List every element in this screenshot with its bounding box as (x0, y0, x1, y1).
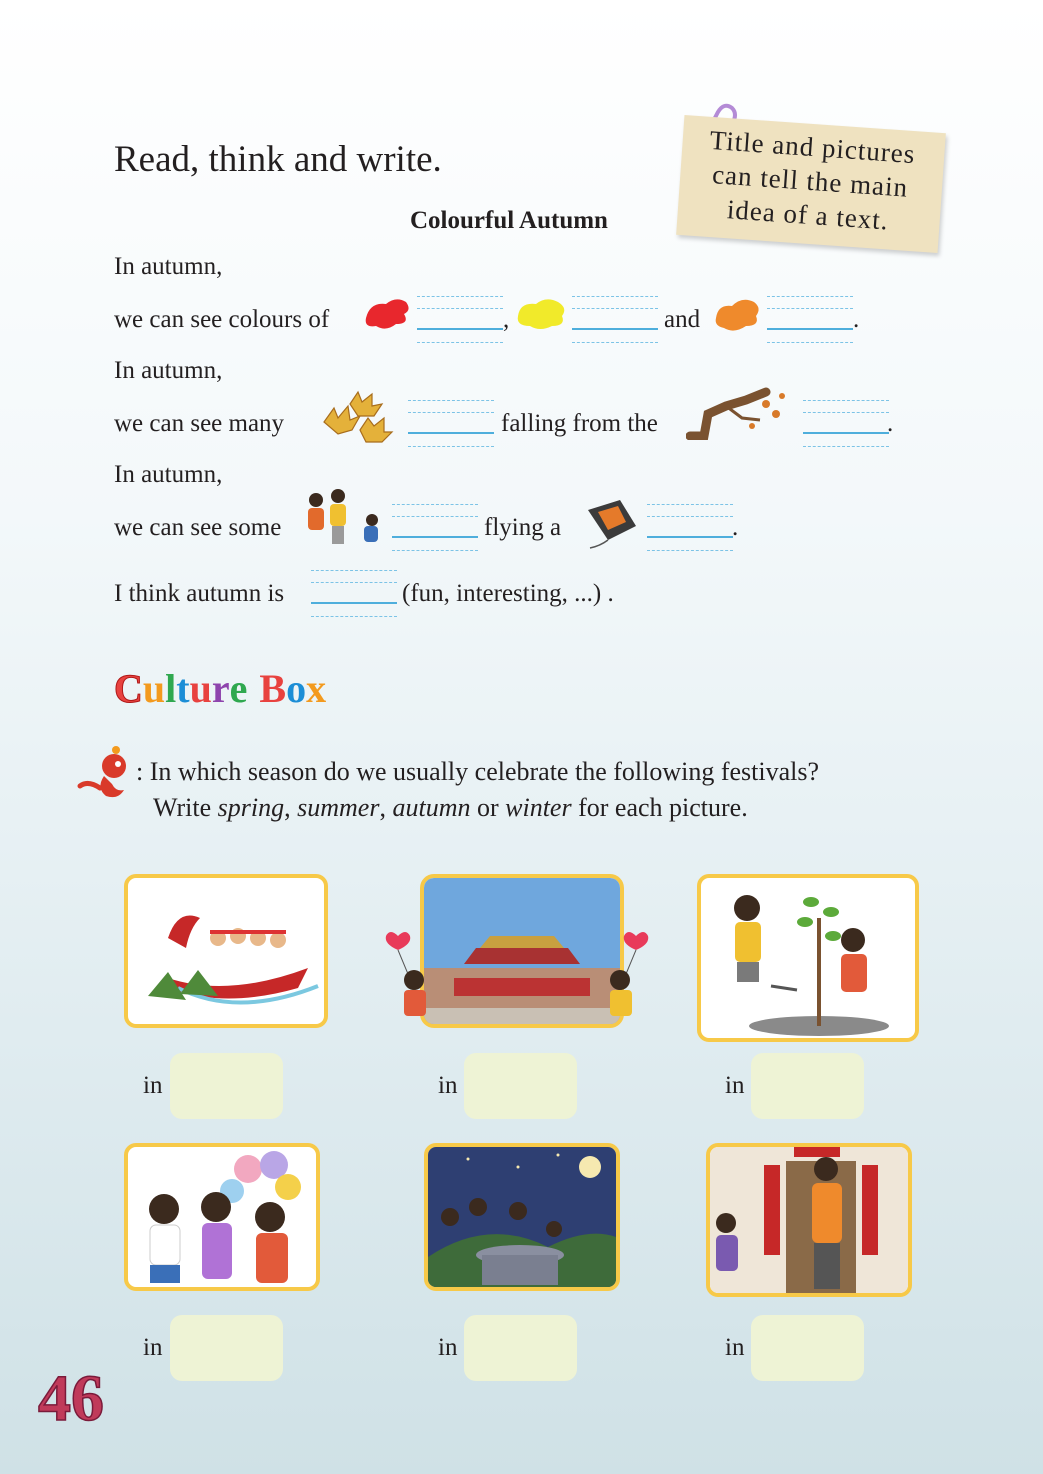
title-letter: e (229, 666, 248, 711)
answer-blank[interactable] (417, 296, 503, 344)
spring-festival-picture (706, 1143, 912, 1297)
question-line: : In which season do we usually celebrate the following festivals? (136, 757, 820, 786)
text-line: we can see some (114, 514, 282, 541)
text-line: I think autumn is (114, 580, 285, 607)
note-line: idea of a text. (726, 194, 890, 236)
dragon-mascot-icon (76, 744, 134, 802)
title-letter: r (211, 666, 230, 711)
tree-planting-picture (697, 874, 919, 1042)
answer-blank[interactable] (647, 504, 733, 552)
answer-blank[interactable] (392, 504, 478, 552)
title-letter: o (286, 666, 307, 711)
text-line: In autumn, (114, 253, 223, 280)
season-answer-box-1[interactable] (170, 1053, 283, 1119)
yellow-paint-blob-icon (514, 294, 570, 332)
exercise-heading: Read, think and write. (114, 139, 442, 180)
page-number-text: 46 (38, 1362, 104, 1430)
orange-paint-blob-icon (712, 294, 762, 334)
tree-branch-icon (686, 384, 790, 440)
in-label: in (143, 1072, 163, 1099)
boy-with-balloon-icon (596, 928, 656, 1024)
children-icon (300, 486, 388, 550)
answer-blank[interactable] (803, 400, 889, 448)
kite-icon (580, 496, 640, 552)
text-line: we can see colours of (114, 306, 330, 333)
text-line: In autumn, (114, 461, 223, 488)
answer-blank[interactable] (408, 400, 494, 448)
text-line: flying a (484, 514, 562, 541)
text-title: Colourful Autumn (410, 207, 608, 234)
dragon-boat-festival-picture (124, 874, 328, 1028)
season-answer-box-2[interactable] (464, 1053, 577, 1119)
in-label: in (143, 1334, 163, 1361)
in-label: in (438, 1334, 458, 1361)
question-line: Write spring, summer, autumn or winter for each picture. (153, 793, 748, 822)
title-letter: B (259, 666, 287, 711)
childrens-day-picture (124, 1143, 320, 1291)
period: . (887, 410, 894, 437)
page-number (36, 1358, 126, 1430)
in-label: in (438, 1072, 458, 1099)
text-line: we can see many (114, 410, 285, 437)
season-answer-box-5[interactable] (464, 1315, 577, 1381)
culture-box-title (114, 665, 326, 712)
text-line: falling from the (501, 410, 658, 437)
tip-note (676, 115, 946, 253)
period: . (732, 514, 739, 541)
note-line: can tell the main (711, 159, 910, 203)
season-answer-box-6[interactable] (751, 1315, 864, 1381)
in-label: in (725, 1072, 745, 1099)
comma: , (503, 306, 510, 333)
season-answer-box-4[interactable] (170, 1315, 283, 1381)
national-day-picture (420, 874, 624, 1028)
autumn-leaves-icon (316, 388, 396, 446)
season-answer-box-3[interactable] (751, 1053, 864, 1119)
in-label: in (725, 1334, 745, 1361)
text-line: (fun, interesting, ...) . (402, 580, 614, 607)
title-letter: C (114, 666, 143, 711)
period: . (853, 306, 860, 333)
girl-with-balloon-icon (380, 928, 440, 1024)
title-letter: x (306, 666, 327, 711)
answer-blank[interactable] (311, 570, 397, 618)
answer-blank[interactable] (572, 296, 658, 344)
and-word: and (664, 306, 701, 333)
mid-autumn-festival-picture (424, 1143, 620, 1291)
text-line: In autumn, (114, 357, 223, 384)
note-line: Title and pictures (708, 124, 917, 170)
title-letter: t (176, 666, 190, 711)
title-letter: l (165, 666, 177, 711)
title-letter: u (142, 666, 166, 711)
red-paint-blob-icon (362, 294, 412, 332)
answer-blank[interactable] (767, 296, 853, 344)
title-letter: u (189, 666, 212, 711)
